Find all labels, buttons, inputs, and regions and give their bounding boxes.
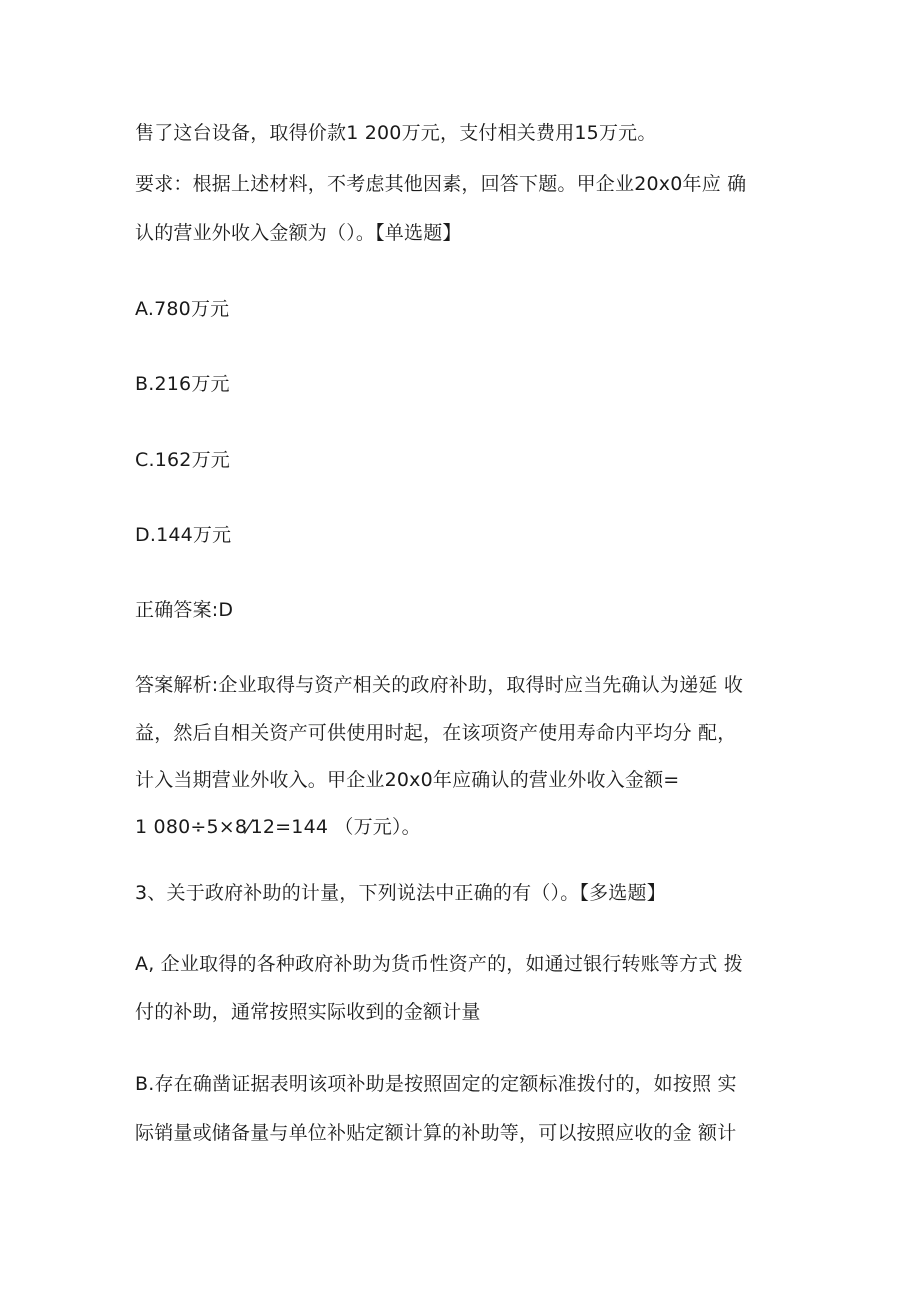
question-2-option-b: B.216万元 <box>135 373 230 395</box>
question-2-text-line-1: 要求：根据上述材料，不考虑其他因素，回答下题。甲企业20x0年应 确 <box>135 173 747 195</box>
question-3-option-a-line-1: A, 企业取得的各种政府补助为货币性资产的，如通过银行转账等方式 拨 <box>135 953 743 975</box>
question-2-text-line-2: 认的营业外收入金额为（）。【单选题】 <box>135 222 462 244</box>
intro-text-line: 售了这台设备，取得价款1 200万元，支付相关费用15万元。 <box>135 122 657 144</box>
question-2-analysis-line-3: 计入当期营业外收入。甲企业20x0年应确认的营业外收入金额= <box>135 769 680 791</box>
question-2-option-c: C.162万元 <box>135 449 230 471</box>
question-2-analysis-line-1: 答案解析:企业取得与资产相关的政府补助，取得时应当先确认为递延 收 <box>135 674 744 696</box>
question-3-option-b-line-1: B.存在确凿证据表明该项补助是按照固定的定额标准拨付的，如按照 实 <box>135 1073 737 1095</box>
question-2-correct-answer: 正确答案:D <box>135 599 234 621</box>
question-3-option-a-line-2: 付的补助，通常按照实际收到的金额计量 <box>135 1001 481 1023</box>
question-3-option-b-line-2: 际销量或储备量与单位补贴定额计算的补助等，可以按照应收的金 额计 <box>135 1122 737 1144</box>
question-2-option-a: A.780万元 <box>135 298 230 320</box>
question-2-analysis-line-4: 1 080÷5×8⁄12=144 （万元）。 <box>135 816 421 838</box>
question-2-option-d: D.144万元 <box>135 524 232 546</box>
question-3-title: 3、关于政府补助的计量，下列说法中正确的有（）。【多选题】 <box>135 882 666 904</box>
question-2-analysis-line-2: 益，然后自相关资产可供使用时起，在该项资产使用寿命内平均分 配， <box>135 722 737 744</box>
